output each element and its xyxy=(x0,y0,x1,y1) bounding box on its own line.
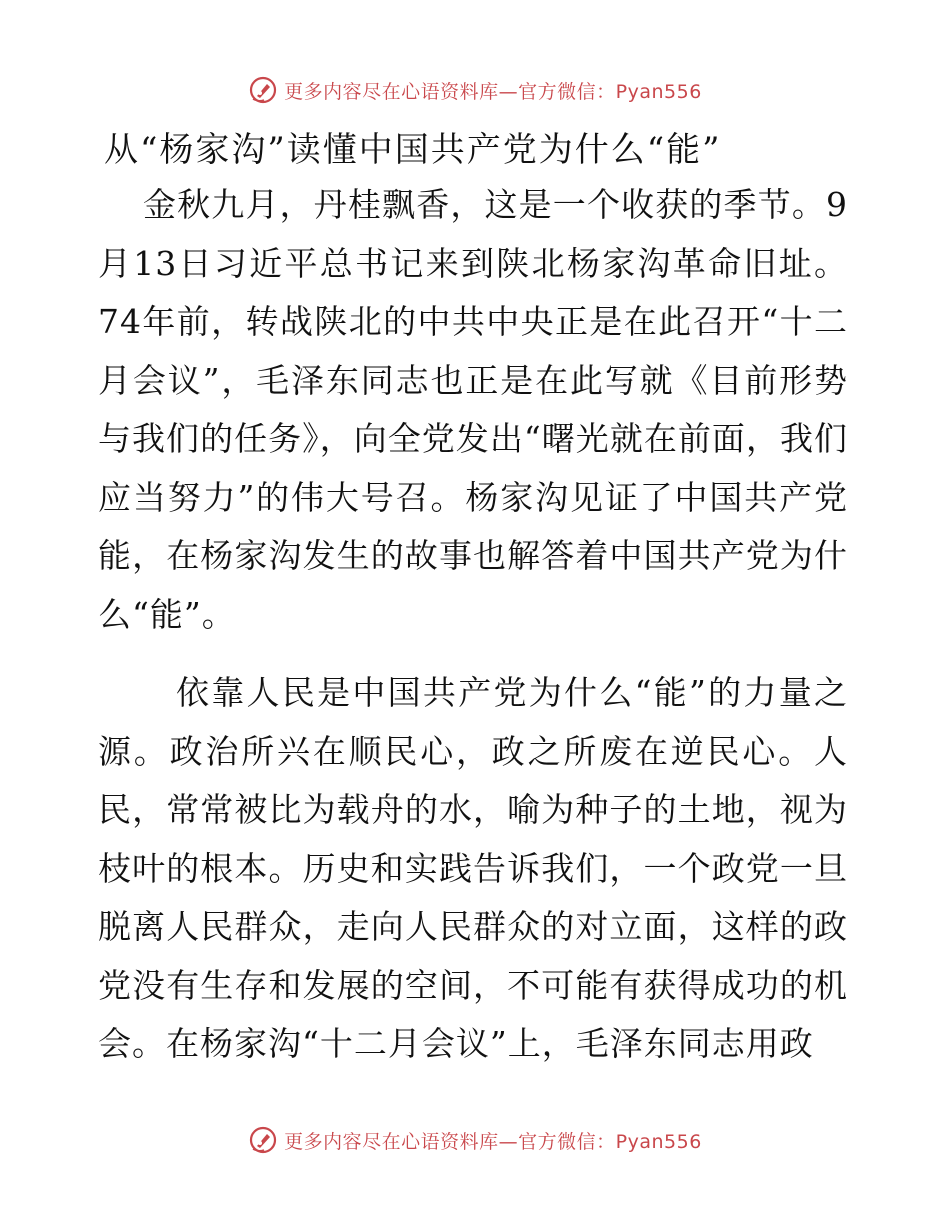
watermark-header xyxy=(0,70,950,110)
watermark-text: 更多内容尽在心语资料库—官方微信：Pyan556 xyxy=(284,1130,702,1153)
document-body xyxy=(98,176,848,1074)
document-title: 从“杨家沟”读懂中国共产党为什么“能” xyxy=(104,130,722,170)
watermark-text: 更多内容尽在心语资料库—官方微信：Pyan556 xyxy=(284,80,702,103)
paragraph-2: 依靠人民是中国共产党为什么“能”的力量之源。政治所兴在顺民心，政之所废在逆民心。人民，常常被比为载舟的水，喻为种子的土地，视为枝叶的根本。历史和实践告诉我们，一个政党一旦脱离人民群众，走向人民群众的对立面，这样的政党没有生存和发展的空间，不可能有获得成功的机会。在杨家沟“十二月会议”上，毛泽东同志用政 xyxy=(98,673,848,1063)
pen-seal-logo-icon xyxy=(248,1125,278,1155)
pen-seal-logo-icon xyxy=(248,75,278,105)
watermark-footer xyxy=(0,1120,950,1160)
paragraph-1: 金秋九月，丹桂飘香，这是一个收获的季节。9月13日习近平总书记来到陕北杨家沟革命旧址。74年前，转战陕北的中共中央正是在此召开“十二月会议”，毛泽东同志也正是在此写就《目前形势与我们的任务》，向全党发出“曙光就在前面，我们应当努力”的伟大号召。杨家沟见证了中国共产党能，在杨家沟发生的故事也解答着中国共产党为什么“能”。 xyxy=(98,185,848,634)
